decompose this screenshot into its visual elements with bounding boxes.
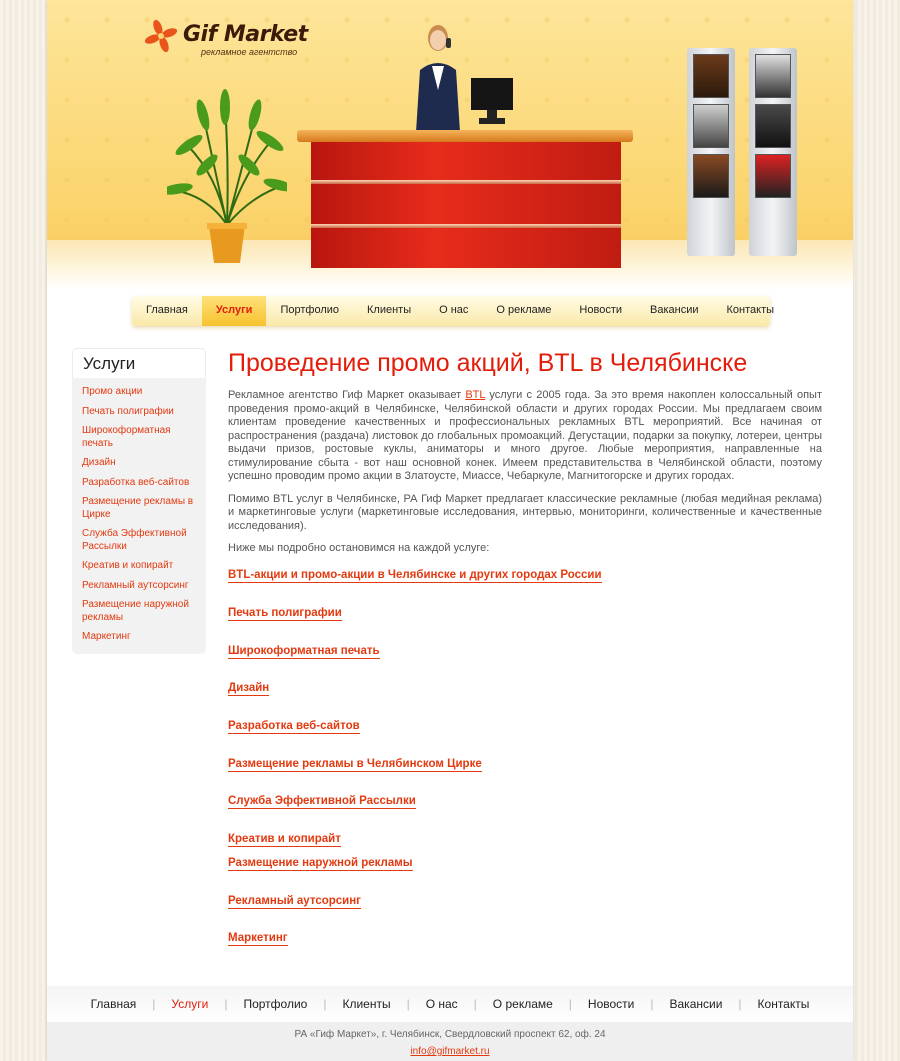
- desk-stripe: [311, 180, 621, 184]
- page-title: Проведение промо акций, BTL в Челябинске: [228, 349, 748, 377]
- sidebar-item-outdoor[interactable]: Размещение наружной рекламы: [82, 599, 189, 623]
- receptionist-illustration: [402, 20, 472, 132]
- sidebar-item-circus[interactable]: Размещение рекламы в Цирке: [82, 496, 194, 520]
- intro-text-end: услуги с 2005 года. За это время накоплен колоссальный опыт проведения промо-акций в Челябинске, Челябинской области и других городах России. Мы предлагаем своим клиентам проведение качественных и профессиональных рекламных BTL мероприятий. Все начиная от распространения (раздача) листовок до глобальных промоакций. Дегустации, подарки за покупку, лотереи, центры выдачи призов, ростовые куклы, аниматоры и много другое. Любые мероприятия, направленные на стимулирование сбыта - вот наш основной конек. Имеем представительства в Челябинской области, поэтому успешно проводим промо акции в Златоусте, Миассе, Чебаркуле, Магнитогорске и других городах.: [228, 389, 822, 482]
- nav-services[interactable]: Услуги: [202, 296, 267, 326]
- nav-portfolio[interactable]: Портфолио: [280, 304, 339, 316]
- main-nav: [132, 296, 775, 326]
- service-link-outsourcing[interactable]: Рекламный аутсорсинг: [228, 895, 361, 907]
- footer-nav-separator: |: [473, 997, 477, 1011]
- main-content: [228, 346, 822, 944]
- sidebar-item-wide-format[interactable]: Широкоформатная печать: [82, 425, 171, 449]
- flower-logo-icon: [143, 18, 179, 54]
- service-link-btl[interactable]: BTL-акции и промо-акции в Челябинске и других городах России: [228, 569, 602, 581]
- footer-nav-services[interactable]: Услуги: [171, 997, 209, 1011]
- service-link-wide-format[interactable]: Широкоформатная печать: [228, 645, 380, 657]
- intro-paragraph: [228, 389, 822, 484]
- footer-nav-separator: |: [738, 997, 742, 1011]
- intro-text-start: Рекламное агентство Гиф Маркет оказывает: [228, 389, 466, 401]
- service-link-circus[interactable]: Размещение рекламы в Челябинском Цирке: [228, 758, 482, 770]
- magazine: [755, 104, 791, 148]
- footer-nav-portfolio[interactable]: Портфолио: [243, 997, 308, 1011]
- service-link-outdoor[interactable]: Размещение наружной рекламы: [228, 857, 413, 869]
- sidebar-item-design[interactable]: Дизайн: [82, 457, 116, 468]
- sidebar-item-web[interactable]: Разработка веб-сайтов: [82, 476, 190, 488]
- footer-address: РА «Гиф Маркет», г. Челябинск, Свердловский проспект 62, оф. 24: [294, 1029, 606, 1040]
- magazine-rack: [749, 48, 797, 256]
- service-link-web[interactable]: Разработка веб-сайтов: [228, 720, 360, 732]
- magazine: [755, 54, 791, 98]
- logo[interactable]: [143, 16, 308, 60]
- service-link-marketing[interactable]: Маркетинг: [228, 932, 288, 944]
- magazine: [693, 54, 729, 98]
- nav-about[interactable]: О нас: [439, 304, 469, 316]
- footer-nav-separator: |: [152, 997, 156, 1011]
- nav-news[interactable]: Новости: [579, 304, 623, 316]
- page: [47, 0, 853, 1061]
- footer-nav-news[interactable]: Новости: [587, 997, 635, 1011]
- footer-nav-separator: |: [323, 997, 327, 1011]
- reception-desk-top: [297, 130, 633, 142]
- computer-monitor-illustration: [469, 76, 515, 126]
- details-lead: Ниже мы подробно остановимся на каждой услуге:: [228, 542, 490, 554]
- sidebar-item-outsourcing[interactable]: Рекламный аутсорсинг: [82, 579, 189, 591]
- magazine-rack: [687, 48, 735, 256]
- footer-nav-separator: |: [568, 997, 572, 1011]
- sidebar-title: Услуги: [72, 348, 206, 378]
- sidebar-item-promo[interactable]: Промо акции: [82, 386, 143, 397]
- nav-contacts[interactable]: Контакты: [726, 304, 775, 316]
- service-link-mailing[interactable]: Служба Эффективной Рассылки: [228, 795, 416, 807]
- sidebar-item-mailing[interactable]: Служба Эффективной Рассылки: [82, 528, 187, 552]
- sidebar-item-creative[interactable]: Креатив и копирайт: [82, 560, 174, 571]
- footer: [47, 1022, 853, 1061]
- magazine: [755, 154, 791, 198]
- footer-nav: [47, 986, 853, 1022]
- magazine: [693, 104, 729, 148]
- footer-nav-about-advertising[interactable]: О рекламе: [492, 997, 553, 1011]
- footer-nav-about[interactable]: О нас: [425, 997, 458, 1011]
- sidebar-item-printing[interactable]: Печать полиграфии: [82, 405, 174, 417]
- service-link-printing[interactable]: Печать полиграфии: [228, 607, 342, 619]
- plant-illustration: [167, 85, 287, 265]
- service-link-creative[interactable]: Креатив и копирайт: [228, 833, 341, 845]
- reception-desk: [311, 142, 621, 268]
- magazine: [693, 154, 729, 198]
- nav-home[interactable]: Главная: [146, 304, 188, 316]
- nav-vacancies[interactable]: Вакансии: [650, 304, 699, 316]
- services-sidebar: [72, 348, 206, 654]
- services-paragraph: Помимо BTL услуг в Челябинске, РА Гиф Маркет предлагает классические рекламные (любая медийная реклама) и маркетинговые услуги (маркетинговые исследования, интервью, мониторинги, количественные и качественные исследования).: [228, 492, 822, 532]
- header-banner: [47, 0, 853, 290]
- service-link-design[interactable]: Дизайн: [228, 682, 270, 694]
- footer-nav-separator: |: [406, 997, 410, 1011]
- logo-name: Gif Market: [183, 22, 308, 47]
- footer-nav-separator: |: [650, 997, 654, 1011]
- nav-about-advertising[interactable]: О рекламе: [496, 304, 552, 316]
- nav-clients[interactable]: Клиенты: [367, 304, 412, 316]
- footer-nav-separator: |: [224, 997, 228, 1011]
- desk-stripe: [311, 224, 621, 228]
- footer-nav-vacancies[interactable]: Вакансии: [669, 997, 723, 1011]
- footer-nav-home[interactable]: Главная: [90, 997, 137, 1011]
- footer-nav-contacts[interactable]: Контакты: [757, 997, 810, 1011]
- logo-tagline: рекламное агентство: [201, 47, 298, 57]
- footer-nav-clients[interactable]: Клиенты: [342, 997, 391, 1011]
- sidebar-list: [82, 386, 200, 651]
- footer-email-link[interactable]: info@gifmarket.ru: [410, 1046, 490, 1057]
- btl-link[interactable]: BTL: [465, 389, 486, 401]
- sidebar-item-marketing[interactable]: Маркетинг: [82, 631, 131, 642]
